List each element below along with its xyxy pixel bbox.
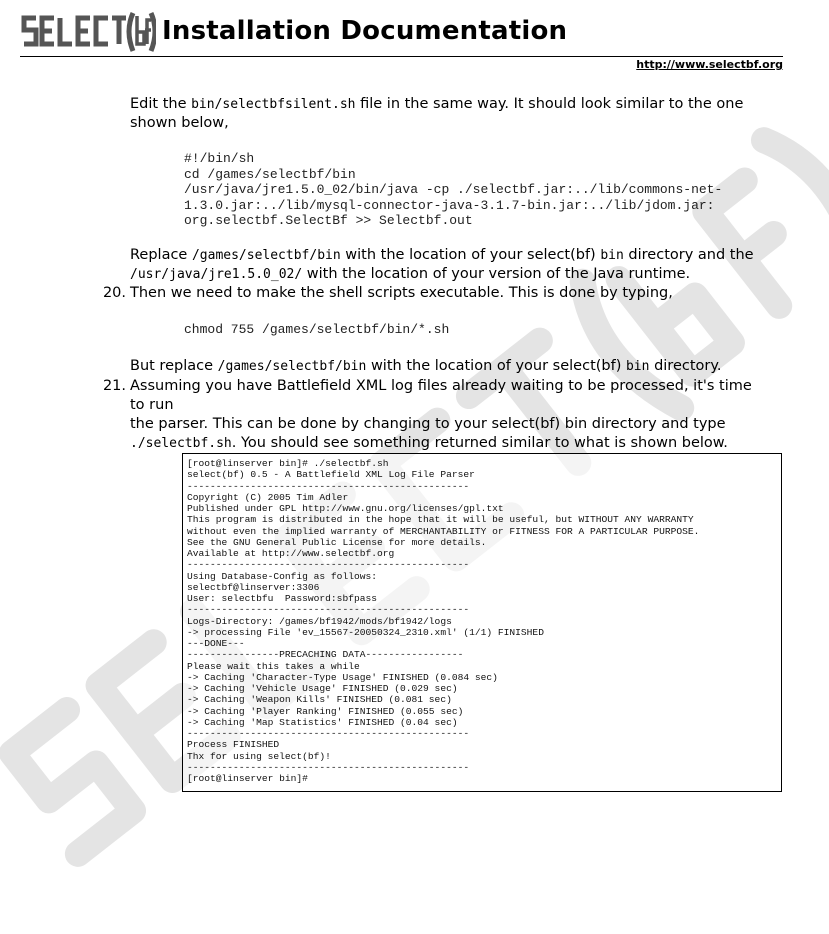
instruction-text: Replace: [130, 247, 192, 263]
instruction-text: with the location of your version of the Java runtime.: [302, 266, 691, 282]
inline-code: /games/selectbf/bin: [191, 248, 341, 263]
header-divider: [20, 56, 783, 57]
website-link[interactable]: http://www.selectbf.org: [636, 58, 783, 71]
instruction-text: file in the same way. It should look similar to the one: [355, 96, 744, 112]
instruction-text: shown below,: [130, 115, 229, 131]
inline-code: ./selectbf.sh: [130, 436, 232, 451]
inline-code: bin: [600, 248, 624, 263]
instruction-text: the parser. This can be done by changing to your select(bf) bin directory and type: [130, 416, 726, 432]
inline-code: bin: [625, 359, 650, 374]
instruction-text: Assuming you have Battlefield XML log files already waiting to be processed, it's time to run: [130, 378, 752, 413]
step-number: 21.: [102, 378, 126, 394]
page-header: [20, 10, 783, 56]
instruction-text: Edit the: [130, 96, 192, 112]
inline-code: /usr/java/jre1.5.0_02/: [130, 267, 303, 282]
inline-code: /games/selectbf/bin: [217, 359, 367, 374]
step-20-text: Then we need to make the shell scripts executable. This is done by typing,: [130, 285, 673, 301]
step-number: 20.: [102, 285, 126, 301]
terminal-output-box: [182, 453, 782, 792]
selectbf-logo: [20, 10, 156, 54]
chmod-command: chmod 755 /games/selectbf/bin/*.sh: [184, 322, 450, 337]
instruction-text: with the location of your select(bf): [366, 358, 626, 374]
shell-script-code: #!/bin/sh cd /games/selectbf/bin /usr/java/jre1.5.0_02/bin/java -cp ./selectbf.jar:../lib/commons-net- 1.3.0.jar:../lib/mysql-connector-java-3.1.7-bin.jar:../lib/jdom.jar: org.selectbf.SelectBf >> Selectbf.out: [184, 151, 723, 228]
terminal-output: [root@linserver bin]# ./selectbf.sh select(bf) 0.5 - A Battlefield XML Log File Parser ------------------------------------------------- Copyright (C) 2005 Tim Adler Published under GPL http://www.gnu.org/licenses/gpl.txt This program is distributed in the hope that it will be useful, but WITHOUT ANY WARRANTY without even the implied warranty of MERCHANTABILITY or FITNESS FOR A PARTICULAR PURPOSE. See the GNU General Public License for more details. Available at http://www.selectbf.org ------------------------------------------------- Using Database-Config as follows: selectbf@linserver:3306 User: selectbfu Password:sbfpass ------------------------------------------------- Logs-Directory: /games/bf1942/mods/bf1942/logs -> processing File 'ev_15567-20050324_2310.xml' (1/1) FINISHED ---DONE--- ----------------PRECACHING DATA----------------- Please wait this takes a while -> Caching 'Character-Type Usage' FINISHED (0.084 sec) -> Caching 'Vehicle Usage' FINISHED (0.029 sec) -> Caching 'Weapon Kills' FINISHED (0.081 sec) -> Caching 'Player Ranking' FINISHED (0.055 sec) -> Caching 'Map Statistics' FINISHED (0.04 sec) ------------------------------------------------- Process FINISHED Thx for using select(bf)! ------------------------------------------------- [root@linserver bin]#: [187, 458, 700, 784]
edit-instruction: [130, 95, 770, 133]
instruction-text: with the location of your select(bf): [340, 247, 601, 263]
instruction-text: directory and the: [623, 247, 754, 263]
instruction-text: directory.: [649, 358, 722, 374]
step-20-followup: [130, 357, 770, 376]
instruction-text: . You should see something returned similar to what is shown below.: [231, 435, 728, 451]
document-title: Installation Documentation: [162, 16, 568, 46]
step-21-text: [130, 377, 770, 453]
instruction-text: But replace: [130, 358, 218, 374]
inline-code: bin/selectbfsilent.sh: [191, 97, 356, 112]
replace-instruction: [130, 246, 770, 284]
